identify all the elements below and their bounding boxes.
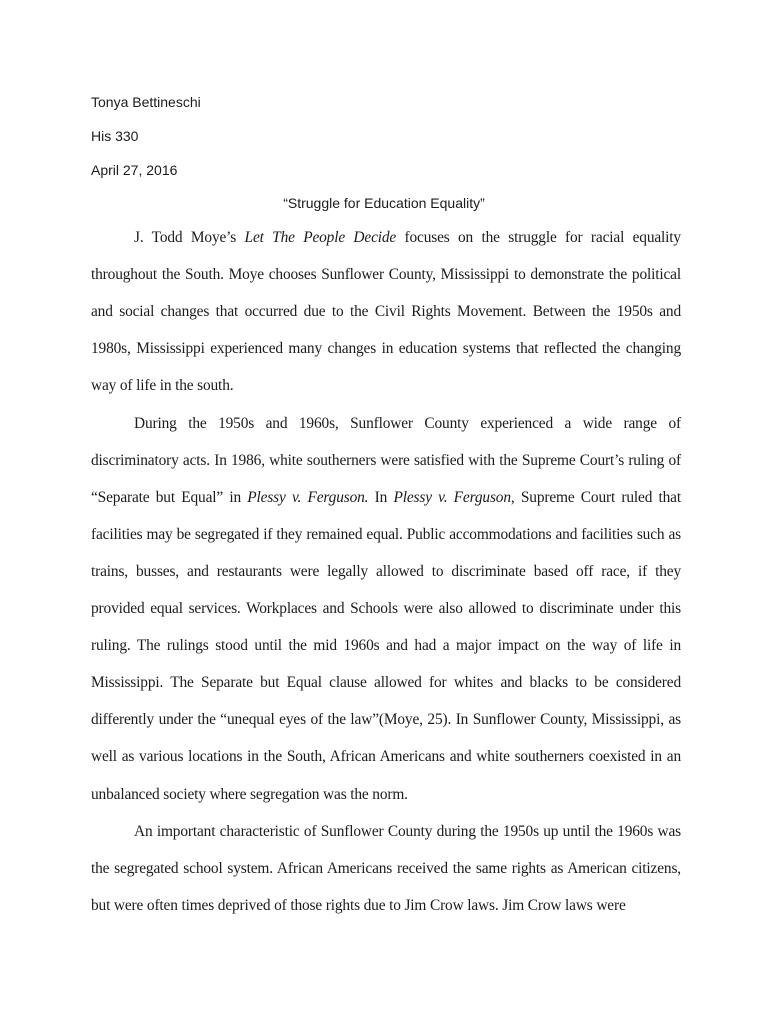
paragraph-line: ruling. The rulings stood until the mid 1960s and had a major impact on the way of life in [91,637,681,654]
paragraph-line: An important characteristic of Sunflower County during the 1950s up until the 1960s was [134,823,681,840]
paragraph-line: throughout the South. Moye chooses Sunflower County, Mississippi to demonstrate the political [91,266,681,283]
essay-title: “Struggle for Education Equality” [283,195,485,211]
paragraph-line: provided equal services. Workplaces and Schools were also allowed to discriminate under this [91,600,681,617]
paragraph-line: trains, busses, and restaurants were legally allowed to discriminate based off race, if they [91,563,681,580]
italic-title: Let The People Decide [244,229,397,246]
paragraph-line: 1980s, Mississippi experienced many changes in education systems that reflected the changing [91,340,681,357]
paragraph-line: J. Todd Moye’s Let The People Decide focuses on the struggle for racial equality [134,229,681,246]
paragraph-line: and social changes that occurred due to the Civil Rights Movement. Between the 1950s and [91,303,681,320]
italic-title: Plessy v. Ferguson. [247,489,369,506]
paragraph-line: Mississippi. The Separate but Equal clause allowed for whites and blacks to be considered [91,674,681,691]
paragraph-line: discriminatory acts. In 1986, white southerners were satisfied with the Supreme Court’s ruling of [91,452,681,469]
author-name: Tonya Bettineschi [91,94,201,110]
paragraph-line: unbalanced society where segregation was the norm. [91,786,408,803]
paragraph-line: facilities may be segregated if they remained equal. Public accommodations and facilities such as [91,526,681,543]
paragraph-line: way of life in the south. [91,377,234,394]
paragraph-line: “Separate but Equal” in Plessy v. Ferguson. In Plessy v. Ferguson, Supreme Court ruled that [91,489,681,506]
italic-title: Plessy v. Ferguson [393,489,511,506]
paragraph-line: well as various locations in the South, African Americans and white southerners coexisted in an [91,748,681,765]
paragraph-line: During the 1950s and 1960s, Sunflower County experienced a wide range of [134,415,681,432]
date-line: April 27, 2016 [91,162,178,178]
paragraph-line: but were often times deprived of those rights due to Jim Crow laws. Jim Crow laws were [91,897,626,914]
paragraph-line: differently under the “unequal eyes of the law”(Moye, 25). In Sunflower County, Mississippi, as [91,711,681,728]
course-name: His 330 [91,128,139,144]
paragraph-line: the segregated school system. African Americans received the same rights as American citizens, [91,860,681,877]
